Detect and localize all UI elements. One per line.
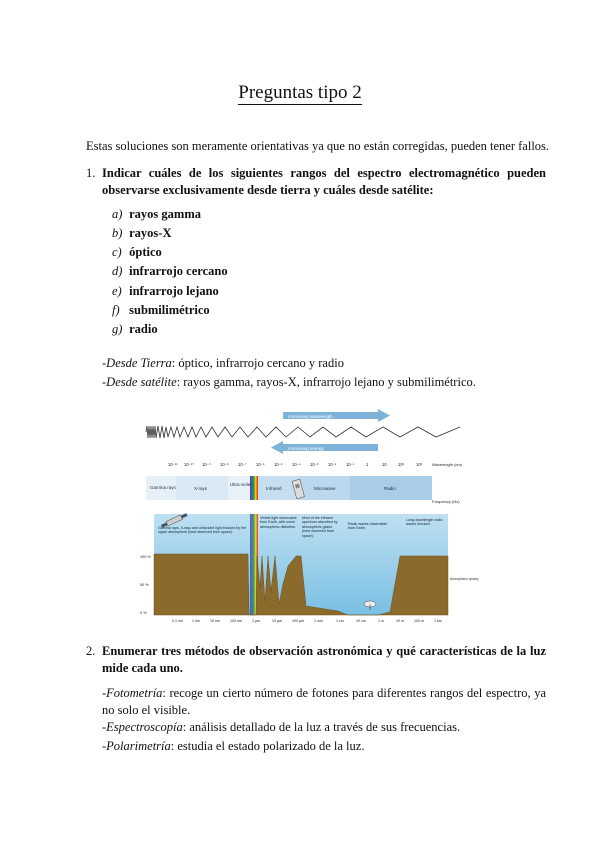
question-1 <box>86 165 546 199</box>
svg-text:1: 1 <box>366 462 369 467</box>
svg-text:10⁻⁷: 10⁻⁷ <box>238 462 247 467</box>
svg-text:Ultra-violet: Ultra-violet <box>230 482 252 487</box>
svg-text:50 %: 50 % <box>140 583 149 587</box>
svg-text:10⁻⁴: 10⁻⁴ <box>292 462 301 467</box>
answer-ground: -Desde Tierra: óptico, infrarrojo cercano y radio <box>102 356 344 370</box>
increasing-wavelength-label: Increasing wavelength <box>288 414 333 419</box>
svg-text:100 µm: 100 µm <box>292 619 305 623</box>
svg-text:0 %: 0 % <box>140 611 147 615</box>
svg-text:10⁻⁸: 10⁻⁸ <box>220 462 229 467</box>
increasing-energy-label: Increasing energy <box>288 446 324 451</box>
svg-text:1 km: 1 km <box>434 619 442 623</box>
option-g: g) radio <box>112 322 158 336</box>
svg-text:100 m: 100 m <box>414 619 424 623</box>
svg-text:Radio: Radio <box>384 486 396 491</box>
svg-text:10⁻¹⁰: 10⁻¹⁰ <box>184 462 194 467</box>
option-e: e) infrarrojo lejano <box>112 284 219 298</box>
x-ticks <box>172 619 442 623</box>
spectrum-wave <box>146 426 460 438</box>
svg-text:1 cm: 1 cm <box>336 619 344 623</box>
answer-polarimetry: -Polarimetría: estudia el estado polarizado de la luz. <box>102 739 365 753</box>
svg-text:10⁻¹: 10⁻¹ <box>346 462 355 467</box>
y-ticks <box>140 555 151 615</box>
wavelength-ticks <box>168 462 423 467</box>
svg-text:10 m: 10 m <box>396 619 404 623</box>
svg-text:100 nm: 100 nm <box>230 619 242 623</box>
question-text: Indicar cuáles de los siguientes rangos del espectro electromagnético pueden observarse exclusivamente desde tierra y cuáles desde satélite: <box>102 166 546 197</box>
svg-text:0.1 nm: 0.1 nm <box>172 619 183 623</box>
wavelength-axis-label: Wavelength (cm) <box>432 462 463 467</box>
frequency-axis-label: Frequency (Hz) <box>432 499 460 504</box>
svg-text:1 mm: 1 mm <box>314 619 323 623</box>
svg-text:Infrared: Infrared <box>266 486 282 491</box>
svg-text:1 nm: 1 nm <box>192 619 200 623</box>
option-a: a) rayos gamma <box>112 207 201 221</box>
page-title: Preguntas tipo 2 <box>238 82 362 103</box>
svg-text:10⁻³: 10⁻³ <box>310 462 319 467</box>
electromagnetic-spectrum-figure <box>138 406 479 624</box>
question-text: Enumerar tres métodos de observación astronómica y qué características de la luz mide cada uno. <box>102 644 546 675</box>
svg-text:10⁻²: 10⁻² <box>328 462 337 467</box>
option-f: f) submilimétrico <box>112 303 210 317</box>
svg-text:10²: 10² <box>398 462 405 467</box>
opacity-curve <box>154 554 448 615</box>
svg-text:1 m: 1 m <box>378 619 384 623</box>
answer-spectroscopy: -Espectroscopía: análisis detallado de la luz a través de sus frecuencias. <box>102 720 461 734</box>
svg-text:10: 10 <box>382 462 387 467</box>
intro-text: Estas soluciones son meramente orientativas ya que no están corregidas, pueden tener fallos. <box>86 139 550 153</box>
svg-text:100 %: 100 % <box>140 555 151 559</box>
atmosphere-notes: Gamma rays, X-rays and ultraviolet light blocked by the upper atmosphere (best observed from space). Visible light observable from Earth, with some atmospheric distortion. Most of the infrared spectrum absorbed by atmospheric gases (best observed from space). Radio waves observable from Earth. Long-wavelength radio waves blocked. <box>158 516 443 538</box>
svg-text:10⁻¹¹: 10⁻¹¹ <box>168 462 178 467</box>
svg-text:Gamma rays: Gamma rays <box>150 485 176 490</box>
opacity-label: Atmospheric opacity <box>450 577 479 581</box>
question-number: 1. <box>86 166 96 180</box>
svg-text:10⁻⁵: 10⁻⁵ <box>274 462 283 467</box>
svg-text:Microwave: Microwave <box>314 486 336 491</box>
svg-text:X-rays: X-rays <box>194 486 208 491</box>
svg-text:10 nm: 10 nm <box>210 619 220 623</box>
svg-text:10 µm: 10 µm <box>272 619 283 623</box>
answer-photometry: -Fotometría: recoge un cierto número de fotones para diferentes rangos del espectro, ya no solo el visible. <box>102 686 546 717</box>
option-b: b) rayos-X <box>112 226 172 240</box>
svg-text:10⁻⁹: 10⁻⁹ <box>202 462 211 467</box>
question-2 <box>86 643 546 677</box>
answer-space: -Desde satélite: rayos gamma, rayos-X, infrarrojo lejano y submilimétrico. <box>102 375 476 389</box>
question-number: 2. <box>86 644 96 658</box>
option-c: c) óptico <box>112 245 162 259</box>
svg-text:1 µm: 1 µm <box>252 619 261 623</box>
option-d: d) infrarrojo cercano <box>112 264 228 278</box>
svg-text:10³: 10³ <box>416 462 423 467</box>
svg-text:10⁻⁶: 10⁻⁶ <box>256 462 265 467</box>
svg-text:10 cm: 10 cm <box>356 619 366 623</box>
